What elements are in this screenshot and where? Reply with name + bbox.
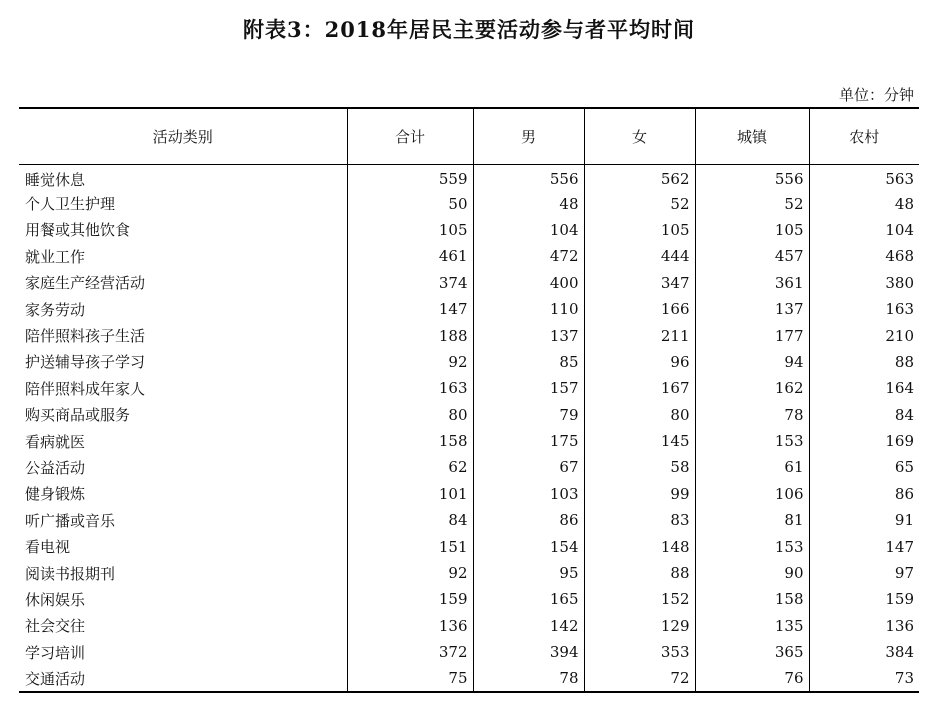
cell-female: 52 xyxy=(584,190,695,216)
cell-rural: 563 xyxy=(809,164,919,190)
row-category: 就业工作 xyxy=(25,247,86,266)
header-total: 合计 xyxy=(347,108,473,164)
cell-female: 353 xyxy=(584,639,695,665)
row-category: 阅读书报期刊 xyxy=(25,564,116,583)
cell-urban: 177 xyxy=(695,322,809,348)
cell-female: 72 xyxy=(584,665,695,691)
cell-urban: 137 xyxy=(695,296,809,322)
cell-urban: 81 xyxy=(695,507,809,533)
header-category: 活动类别 xyxy=(19,108,347,164)
row-category: 用餐或其他饮食 xyxy=(25,221,131,240)
cell-rural: 147 xyxy=(809,533,919,559)
cell-total: 92 xyxy=(347,560,473,586)
cell-female: 58 xyxy=(584,454,695,480)
row-category: 陪伴照料成年家人 xyxy=(25,379,146,398)
table-row xyxy=(19,243,919,269)
cell-male: 157 xyxy=(473,375,584,401)
cell-rural: 86 xyxy=(809,481,919,507)
table-row xyxy=(19,507,919,533)
cell-female: 148 xyxy=(584,533,695,559)
cell-urban: 162 xyxy=(695,375,809,401)
row-category: 陪伴照料孩子生活 xyxy=(25,327,146,346)
cell-total: 188 xyxy=(347,322,473,348)
cell-female: 80 xyxy=(584,402,695,428)
cell-rural: 136 xyxy=(809,613,919,639)
cell-total: 159 xyxy=(347,586,473,612)
table-body xyxy=(19,164,919,692)
cell-female: 152 xyxy=(584,586,695,612)
table-row xyxy=(19,454,919,480)
cell-urban: 153 xyxy=(695,428,809,454)
cell-total: 158 xyxy=(347,428,473,454)
row-category: 购买商品或服务 xyxy=(25,406,131,425)
cell-male: 78 xyxy=(473,665,584,691)
cell-rural: 73 xyxy=(809,665,919,691)
row-category: 社会交往 xyxy=(25,617,86,636)
cell-rural: 97 xyxy=(809,560,919,586)
cell-rural: 65 xyxy=(809,454,919,480)
cell-male: 79 xyxy=(473,402,584,428)
cell-male: 142 xyxy=(473,613,584,639)
cell-male: 137 xyxy=(473,322,584,348)
cell-male: 95 xyxy=(473,560,584,586)
cell-male: 110 xyxy=(473,296,584,322)
cell-female: 96 xyxy=(584,349,695,375)
row-category: 看病就医 xyxy=(25,432,86,451)
header-urban: 城镇 xyxy=(695,108,809,164)
row-category: 听广播或音乐 xyxy=(25,511,116,530)
row-category: 睡觉休息 xyxy=(25,170,86,189)
cell-male: 394 xyxy=(473,639,584,665)
cell-rural: 169 xyxy=(809,428,919,454)
cell-total: 92 xyxy=(347,349,473,375)
cell-rural: 84 xyxy=(809,402,919,428)
table-row xyxy=(19,665,919,691)
table-row xyxy=(19,322,919,348)
cell-male: 104 xyxy=(473,217,584,243)
table-row xyxy=(19,270,919,296)
table-row xyxy=(19,639,919,665)
cell-total: 151 xyxy=(347,533,473,559)
cell-male: 154 xyxy=(473,533,584,559)
cell-female: 211 xyxy=(584,322,695,348)
table-row xyxy=(19,428,919,454)
cell-urban: 135 xyxy=(695,613,809,639)
cell-total: 461 xyxy=(347,243,473,269)
cell-total: 372 xyxy=(347,639,473,665)
cell-urban: 365 xyxy=(695,639,809,665)
cell-total: 136 xyxy=(347,613,473,639)
cell-urban: 556 xyxy=(695,164,809,190)
row-category: 公益活动 xyxy=(25,458,86,477)
cell-urban: 105 xyxy=(695,217,809,243)
cell-urban: 153 xyxy=(695,533,809,559)
cell-male: 175 xyxy=(473,428,584,454)
cell-female: 166 xyxy=(584,296,695,322)
cell-total: 163 xyxy=(347,375,473,401)
cell-rural: 468 xyxy=(809,243,919,269)
row-category: 护送辅导孩子学习 xyxy=(25,353,146,372)
unit-label: 单位：分钟 xyxy=(838,86,914,104)
cell-rural: 91 xyxy=(809,507,919,533)
table-row xyxy=(19,586,919,612)
header-rural: 农村 xyxy=(809,108,919,164)
cell-total: 105 xyxy=(347,217,473,243)
table-row xyxy=(19,217,919,243)
cell-total: 374 xyxy=(347,270,473,296)
cell-male: 86 xyxy=(473,507,584,533)
header-female: 女 xyxy=(584,108,695,164)
table-row xyxy=(19,533,919,559)
cell-total: 80 xyxy=(347,402,473,428)
row-category: 家务劳动 xyxy=(25,300,86,319)
cell-urban: 457 xyxy=(695,243,809,269)
cell-female: 105 xyxy=(584,217,695,243)
table-row xyxy=(19,613,919,639)
cell-female: 167 xyxy=(584,375,695,401)
cell-total: 62 xyxy=(347,454,473,480)
row-category: 交通活动 xyxy=(19,665,347,691)
table-row xyxy=(19,190,919,216)
row-category: 看电视 xyxy=(25,538,71,557)
cell-rural: 380 xyxy=(809,270,919,296)
cell-male: 472 xyxy=(473,243,584,269)
cell-male: 103 xyxy=(473,481,584,507)
cell-rural: 163 xyxy=(809,296,919,322)
cell-rural: 48 xyxy=(809,190,919,216)
page-title: 附表3：2018年居民主要活动参与者平均时间 xyxy=(242,17,696,42)
table-header-row xyxy=(19,108,919,164)
activity-time-table xyxy=(19,107,919,693)
cell-male: 165 xyxy=(473,586,584,612)
row-category: 休闲娱乐 xyxy=(25,590,86,609)
cell-total: 559 xyxy=(347,164,473,190)
cell-total: 101 xyxy=(347,481,473,507)
cell-total: 147 xyxy=(347,296,473,322)
cell-urban: 106 xyxy=(695,481,809,507)
cell-urban: 158 xyxy=(695,586,809,612)
data-table-container xyxy=(19,107,919,693)
cell-female: 145 xyxy=(584,428,695,454)
cell-rural: 164 xyxy=(809,375,919,401)
table-row xyxy=(19,375,919,401)
cell-female: 444 xyxy=(584,243,695,269)
header-male: 男 xyxy=(473,108,584,164)
row-category: 个人卫生护理 xyxy=(25,195,116,214)
cell-rural: 159 xyxy=(809,586,919,612)
row-category: 家庭生产经营活动 xyxy=(25,274,146,293)
cell-total: 75 xyxy=(347,665,473,691)
cell-rural: 384 xyxy=(809,639,919,665)
cell-female: 347 xyxy=(584,270,695,296)
cell-urban: 78 xyxy=(695,402,809,428)
cell-male: 48 xyxy=(473,190,584,216)
cell-urban: 90 xyxy=(695,560,809,586)
cell-urban: 76 xyxy=(695,665,809,691)
cell-male: 400 xyxy=(473,270,584,296)
cell-female: 562 xyxy=(584,164,695,190)
cell-urban: 361 xyxy=(695,270,809,296)
table-row xyxy=(19,560,919,586)
table-row xyxy=(19,402,919,428)
table-row xyxy=(19,296,919,322)
table-row xyxy=(19,164,919,190)
cell-female: 88 xyxy=(584,560,695,586)
cell-male: 67 xyxy=(473,454,584,480)
cell-total: 50 xyxy=(347,190,473,216)
cell-rural: 88 xyxy=(809,349,919,375)
cell-female: 129 xyxy=(584,613,695,639)
cell-male: 556 xyxy=(473,164,584,190)
row-category: 健身锻炼 xyxy=(25,485,86,504)
cell-rural: 210 xyxy=(809,322,919,348)
cell-rural: 104 xyxy=(809,217,919,243)
cell-female: 99 xyxy=(584,481,695,507)
row-category: 学习培训 xyxy=(25,643,86,662)
cell-female: 83 xyxy=(584,507,695,533)
cell-male: 85 xyxy=(473,349,584,375)
cell-urban: 94 xyxy=(695,349,809,375)
table-row xyxy=(19,481,919,507)
cell-urban: 61 xyxy=(695,454,809,480)
table-row xyxy=(19,349,919,375)
cell-total: 84 xyxy=(347,507,473,533)
cell-urban: 52 xyxy=(695,190,809,216)
